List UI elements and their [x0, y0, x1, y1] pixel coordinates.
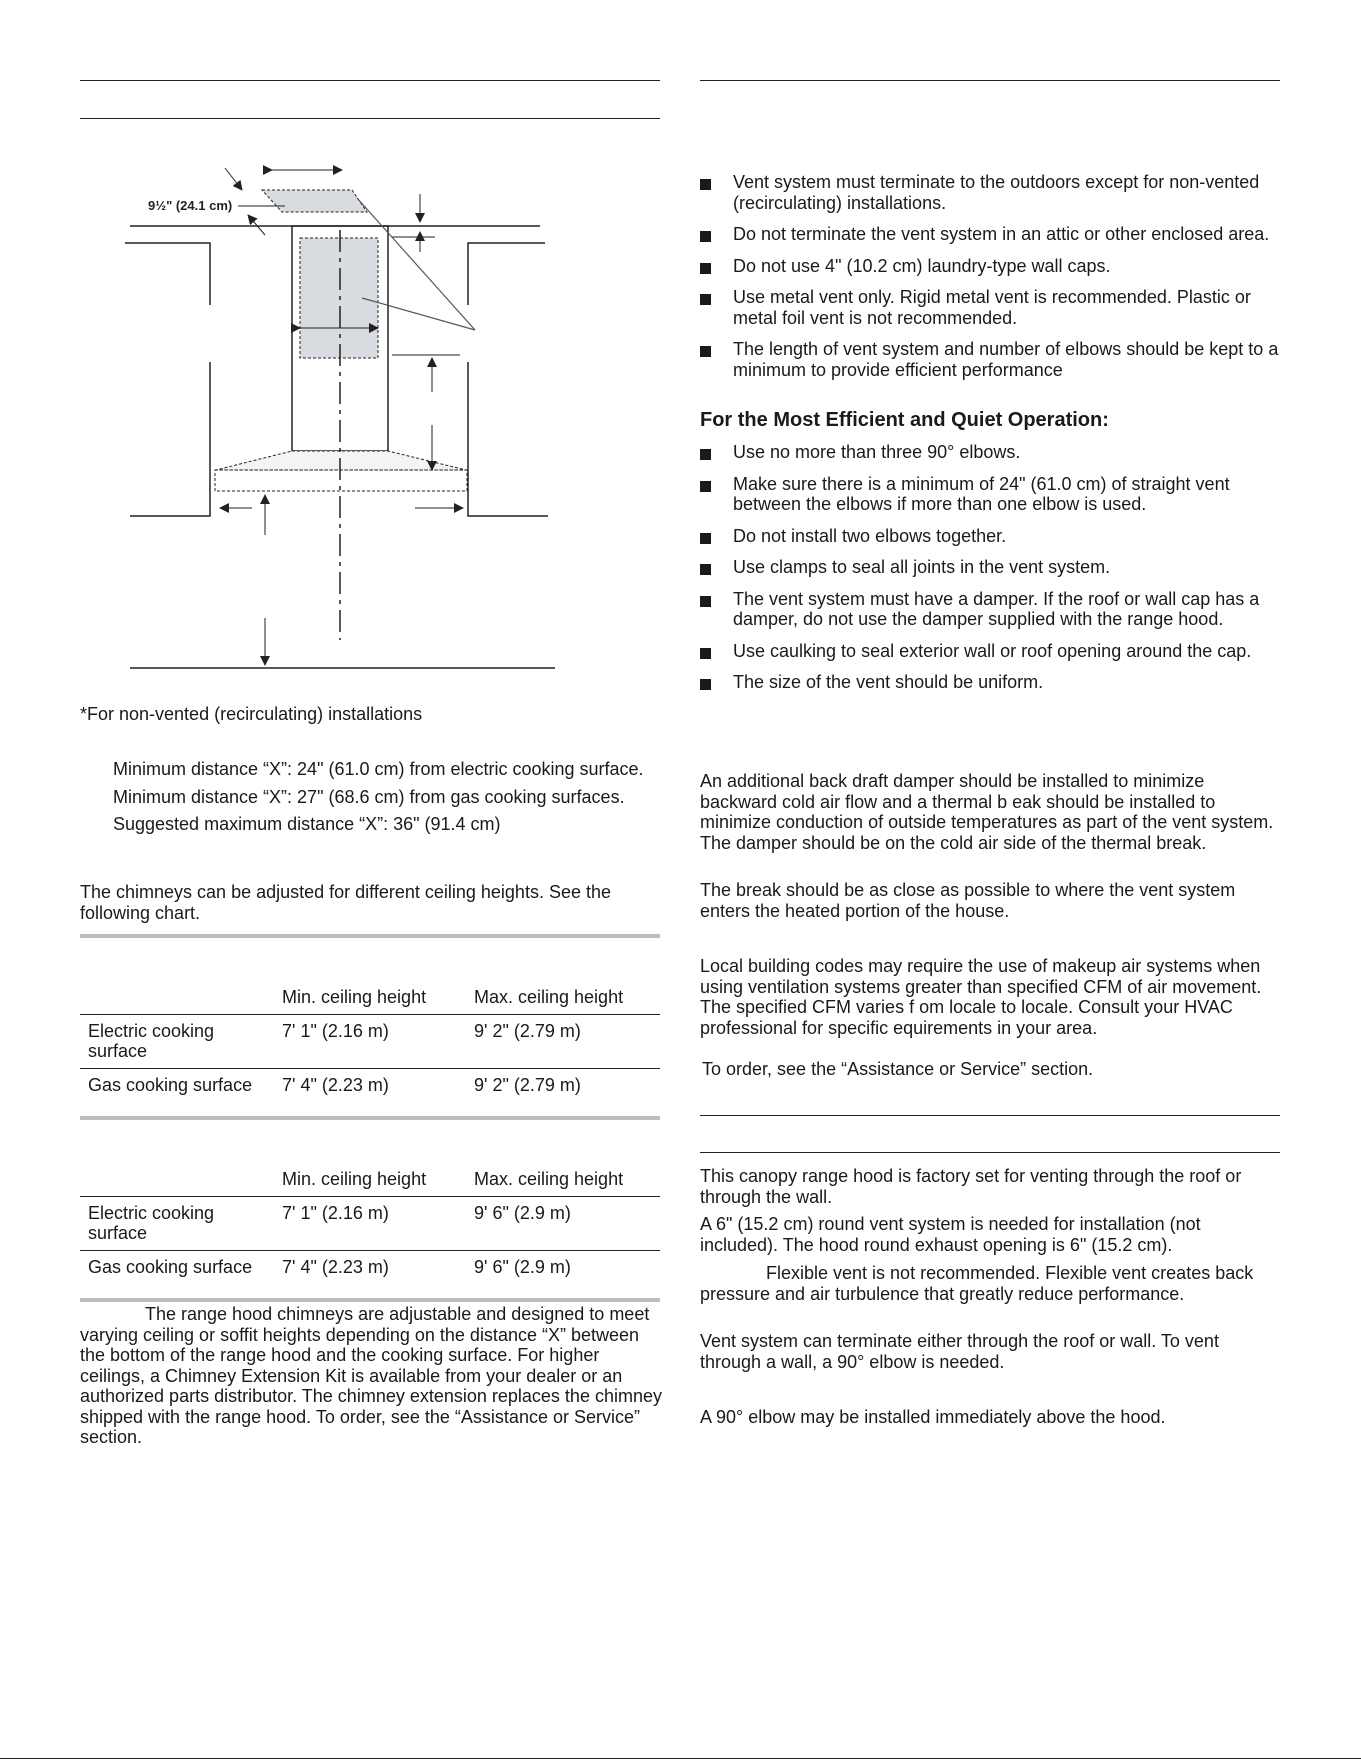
list-item: Use caulking to seal exterior wall or roof opening around the cap.	[700, 641, 1280, 662]
table1-header-min: Min. ceiling height	[274, 983, 466, 1014]
list-item: The vent system must have a damper. If the roof or wall cap has a damper, do not use the damper supplied with the range hood.	[700, 589, 1280, 630]
table2-cell: 9' 6" (2.9 m)	[466, 1196, 660, 1250]
distance-electric: Minimum distance “X”: 24" (61.0 cm) from electric cooking surface.	[113, 759, 644, 779]
efficient-heading: For the Most Efficient and Quiet Operation:	[700, 409, 1109, 431]
ceiling-height-table-2	[80, 1165, 660, 1283]
table2-cell: 9' 6" (2.9 m)	[474, 1256, 571, 1277]
terminate-text: Vent system can terminate either through the roof or wall. To vent through a wall, a 90° elbow is needed.	[700, 1331, 1219, 1372]
chimney-note: The range hood chimneys are adjustable and designed to meet varying ceiling or soffit heights depending on the distance “X” between the bottom of the range hood and the cooking surface. For higher ceilings, a Chimney Extension Kit is available from your dealer or an authorized parts distributor. The chimney extension replaces the chimney shipped with the range hood. To order, see the “Assistance or Service” section.	[80, 1304, 662, 1447]
table1-cell: 7' 4" (2.23 m)	[282, 1074, 389, 1095]
right-top-rule	[700, 80, 1280, 81]
table-row	[80, 1014, 660, 1068]
table1-top-rule	[80, 934, 660, 938]
list-item: Use metal vent only. Rigid metal vent is recommended. Plastic or metal foil vent is not recommended.	[700, 287, 1280, 328]
list-item: Use clamps to seal all joints in the vent system.	[700, 557, 1280, 578]
table2-cell: 7' 4" (2.23 m)	[282, 1256, 389, 1277]
list-item: Do not terminate the vent system in an attic or other enclosed area.	[700, 224, 1280, 245]
ceiling-height-table-1	[80, 983, 660, 1101]
vent-requirements-list	[700, 172, 1280, 380]
hood-installation-diagram	[80, 140, 660, 680]
flexible-vent-text: Flexible vent is not recommended. Flexible vent creates back pressure and air turbulence that greatly reduce performance.	[700, 1263, 1254, 1304]
table2-header-max: Max. ceiling height	[466, 1165, 660, 1196]
table2-bottom-rule	[80, 1298, 660, 1302]
list-item: The size of the vent should be uniform.	[700, 672, 1280, 693]
table1-cell: Gas cooking surface	[88, 1074, 253, 1095]
left-top-rule	[80, 80, 660, 81]
distance-list	[113, 759, 658, 835]
recirc-footnote: *For non-vented (recirculating) installations	[80, 704, 423, 724]
table2-cell: Gas cooking surface	[88, 1256, 253, 1277]
table-row	[80, 1196, 660, 1250]
left-second-rule	[80, 118, 660, 119]
distance-max: Suggested maximum distance “X”: 36" (91.4 cm)	[113, 814, 501, 834]
table-row	[80, 1250, 660, 1283]
table-row	[80, 1068, 660, 1101]
right-mid-rule	[700, 1115, 1280, 1116]
round-vent-text: A 6" (15.2 cm) round vent system is needed for installation (not included). The hood round exhaust opening is 6" (15.2 cm).	[700, 1214, 1201, 1255]
table1-cell: 9' 2" (2.79 m)	[474, 1074, 581, 1095]
diagram-dimension-label: 9½" (24.1 cm)	[148, 198, 233, 213]
table2-cell: Electric cooking surface	[80, 1196, 274, 1250]
table2-header-0	[80, 1165, 274, 1196]
list-item: Make sure there is a minimum of 24" (61.0 cm) of straight vent between the elbows if more than one elbow is used.	[700, 474, 1280, 515]
back-draft-text: An additional back draft damper should be installed to minimize backward cold air flow and a thermal b eak should be installed to minimize conduction of outside temperatures as part of the vent system. The damper should be on the cold air side of the thermal break.	[700, 771, 1274, 853]
list-item: Do not install two elbows together.	[700, 526, 1280, 547]
table1-cell: 9' 2" (2.79 m)	[466, 1014, 660, 1068]
list-item: Use no more than three 90° elbows.	[700, 442, 1280, 463]
table1-header-max: Max. ceiling height	[466, 983, 660, 1014]
makeup-order-text: To order, see the “Assistance or Service” section.	[702, 1059, 1094, 1079]
canopy-text: This canopy range hood is factory set for venting through the roof or through the wall.	[700, 1166, 1242, 1207]
table1-cell: 7' 1" (2.16 m)	[274, 1014, 466, 1068]
right-mid-rule-2	[700, 1152, 1280, 1153]
distance-gas: Minimum distance “X”: 27" (68.6 cm) from gas cooking surfaces.	[113, 786, 625, 807]
thermal-break-text: The break should be as close as possible to where the vent system enters the heated portion of the house.	[700, 880, 1236, 921]
list-item: Do not use 4" (10.2 cm) laundry-type wall caps.	[700, 256, 1280, 277]
table2-header-min: Min. ceiling height	[274, 1165, 466, 1196]
table1-header-0	[80, 983, 274, 1014]
table2-cell: 7' 1" (2.16 m)	[274, 1196, 466, 1250]
chimney-intro: The chimneys can be adjusted for different ceiling heights. See the following chart.	[80, 882, 611, 923]
table1-bottom-rule	[80, 1116, 660, 1120]
elbow-text: A 90° elbow may be installed immediately above the hood.	[700, 1407, 1166, 1427]
list-item: The length of vent system and number of elbows should be kept to a minimum to provide efficient performance	[700, 339, 1280, 380]
page-bottom-rule	[0, 1758, 1361, 1759]
makeup-air-text: Local building codes may require the use of makeup air systems when using ventilation systems greater than specified CFM of air movement. The specified CFM varies f om locale to locale. Consult your HVAC professional for specific equirements in your area.	[700, 956, 1262, 1038]
list-item: Vent system must terminate to the outdoors except for non-vented (recirculating) installations.	[700, 172, 1280, 213]
efficient-operation-list	[700, 442, 1280, 693]
table1-cell: Electric cooking surface	[80, 1014, 274, 1068]
